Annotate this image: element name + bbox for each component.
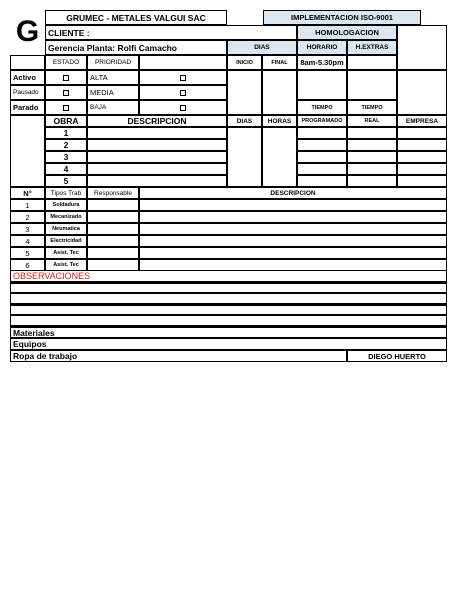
- tiempo-real-top: TIEMPO: [347, 100, 397, 115]
- obra-empresa-cell[interactable]: [397, 139, 447, 151]
- checkbox-pausado[interactable]: [45, 85, 87, 100]
- obra-number: 4: [45, 163, 87, 175]
- prioridad-media: MEDIA: [87, 85, 139, 100]
- equipos-label: Equipos: [10, 338, 447, 350]
- obra-number: 1: [45, 127, 87, 139]
- blank-cell: [397, 70, 447, 115]
- dias-header: DIAS: [227, 40, 297, 55]
- tipo-name: Soldadura: [45, 199, 87, 211]
- obra-number: 3: [45, 151, 87, 163]
- obra-real-cell[interactable]: [347, 163, 397, 175]
- obra-prog-cell[interactable]: [297, 151, 347, 163]
- inicio-cell: [227, 70, 262, 115]
- tipo-name: Asist. Tec: [45, 259, 87, 271]
- gerencia-label: Gerencia Planta: Rolfi Camacho: [45, 40, 227, 55]
- hextras-header: H.EXTRAS: [347, 40, 397, 55]
- observaciones-line[interactable]: [10, 304, 447, 315]
- obra-empresa-cell[interactable]: [397, 163, 447, 175]
- tipo-desc-cell[interactable]: [139, 235, 447, 247]
- cliente-label: CLIENTE :: [45, 25, 297, 40]
- inicio-header: INICIO: [227, 55, 262, 70]
- obra-empresa-cell[interactable]: [397, 127, 447, 139]
- obra-horas-header: HORAS: [262, 115, 297, 127]
- obra-side: [10, 115, 45, 187]
- tipos-header: Tipos Trab: [45, 187, 87, 199]
- tipo-name: Electricidad: [45, 235, 87, 247]
- observaciones-line[interactable]: [10, 282, 447, 293]
- obra-desc-cell[interactable]: [87, 139, 227, 151]
- tipo-desc-cell[interactable]: [139, 259, 447, 271]
- obra-desc-cell[interactable]: [87, 175, 227, 187]
- checkbox-icon: [180, 105, 186, 111]
- tipo-name: Neumatica: [45, 223, 87, 235]
- tipo-desc-cell[interactable]: [139, 199, 447, 211]
- n-header: N°: [10, 187, 45, 199]
- checkbox-icon: [180, 90, 186, 96]
- estado-pausado: Pausado: [10, 85, 45, 100]
- responsable-cell[interactable]: [87, 247, 139, 259]
- checkbox-icon: [63, 75, 69, 81]
- checkbox-alta[interactable]: [139, 70, 227, 85]
- checkbox-media[interactable]: [139, 85, 227, 100]
- company-name: GRUMEC - METALES VALGUI SAC: [45, 10, 227, 25]
- materiales-label: Materiales: [10, 326, 447, 338]
- estado-parado: Parado: [10, 100, 45, 115]
- obra-prog-cell[interactable]: [297, 127, 347, 139]
- tipo-number: 3: [10, 223, 45, 235]
- ropa-label: Ropa de trabajo: [10, 350, 347, 362]
- programado-header: PROGRAMADO: [297, 115, 347, 127]
- checkbox-icon: [63, 105, 69, 111]
- obra-dias-header: DIAS: [227, 115, 262, 127]
- tipo-number: 1: [10, 199, 45, 211]
- obra-real-cell[interactable]: [347, 127, 397, 139]
- final-cell: [262, 70, 297, 115]
- horario-value: 8am-5.30pm: [297, 55, 347, 70]
- obra-prog-cell[interactable]: [297, 139, 347, 151]
- blank-cell: [397, 25, 447, 70]
- final-header: FINAL: [262, 55, 297, 70]
- estado-header: ESTADO: [45, 55, 87, 70]
- obra-prog-cell[interactable]: [297, 163, 347, 175]
- tipo-name: Mecanizado: [45, 211, 87, 223]
- checkbox-icon: [180, 75, 186, 81]
- hextras-cell: [347, 70, 397, 100]
- estado-activo: Activo: [10, 70, 45, 85]
- checkbox-activo[interactable]: [45, 70, 87, 85]
- empresa-header: EMPRESA: [397, 115, 447, 127]
- responsable-header: Responsable: [87, 187, 139, 199]
- logo-letter: G: [15, 15, 40, 48]
- checkbox-baja[interactable]: [139, 100, 227, 115]
- obra-number: 2: [45, 139, 87, 151]
- checkbox-parado[interactable]: [45, 100, 87, 115]
- tipo-number: 2: [10, 211, 45, 223]
- real-header: REAL: [347, 115, 397, 127]
- checkbox-icon: [63, 90, 69, 96]
- tipo-desc-cell[interactable]: [139, 211, 447, 223]
- obra-empresa-cell[interactable]: [397, 151, 447, 163]
- obra-number: 5: [45, 175, 87, 187]
- prioridad-baja: BAJA: [87, 100, 139, 115]
- blank-cell: [10, 55, 45, 70]
- tipo-name: Asist. Tec: [45, 247, 87, 259]
- obra-real-cell[interactable]: [347, 175, 397, 187]
- iso-label: IMPLEMENTACION ISO-9001: [263, 10, 421, 25]
- prioridad-header: PRIORIDAD: [87, 55, 139, 70]
- responsable-cell[interactable]: [87, 223, 139, 235]
- responsable-cell[interactable]: [87, 235, 139, 247]
- responsable-cell[interactable]: [87, 199, 139, 211]
- obra-horas-col[interactable]: [262, 127, 297, 187]
- obra-prog-cell[interactable]: [297, 175, 347, 187]
- tipo-desc-cell[interactable]: [139, 247, 447, 259]
- firma-label: DIEGO HUERTO: [347, 350, 447, 362]
- tipo-number: 6: [10, 259, 45, 271]
- obra-header: OBRA: [45, 115, 87, 127]
- obra-desc-cell[interactable]: [87, 163, 227, 175]
- observaciones-line[interactable]: [10, 293, 447, 304]
- observaciones-line[interactable]: [10, 315, 447, 326]
- horario-cell: [297, 70, 347, 100]
- blank-cell: [139, 55, 227, 70]
- responsable-cell[interactable]: [87, 259, 139, 271]
- tipo-number: 5: [10, 247, 45, 259]
- tiempo-programado-top: TIEMPO: [297, 100, 347, 115]
- obra-empresa-cell[interactable]: [397, 175, 447, 187]
- responsable-cell[interactable]: [87, 211, 139, 223]
- obra-dias-col[interactable]: [227, 127, 262, 187]
- tipos-descripcion-header: DESCRIPCION: [139, 187, 447, 199]
- obra-real-cell[interactable]: [347, 151, 397, 163]
- obra-real-cell[interactable]: [347, 139, 397, 151]
- observaciones-label: OBSERVACIONES: [10, 271, 447, 282]
- homologacion-label: HOMOLOGACION: [297, 25, 397, 40]
- obra-desc-cell[interactable]: [87, 127, 227, 139]
- obra-desc-cell[interactable]: [87, 151, 227, 163]
- horario-header: HORARIO: [297, 40, 347, 55]
- hextras-value: [347, 55, 397, 70]
- prioridad-alta: ALTA: [87, 70, 139, 85]
- descripcion-header: DESCRIPCION: [87, 115, 227, 127]
- tipo-desc-cell[interactable]: [139, 223, 447, 235]
- tipo-number: 4: [10, 235, 45, 247]
